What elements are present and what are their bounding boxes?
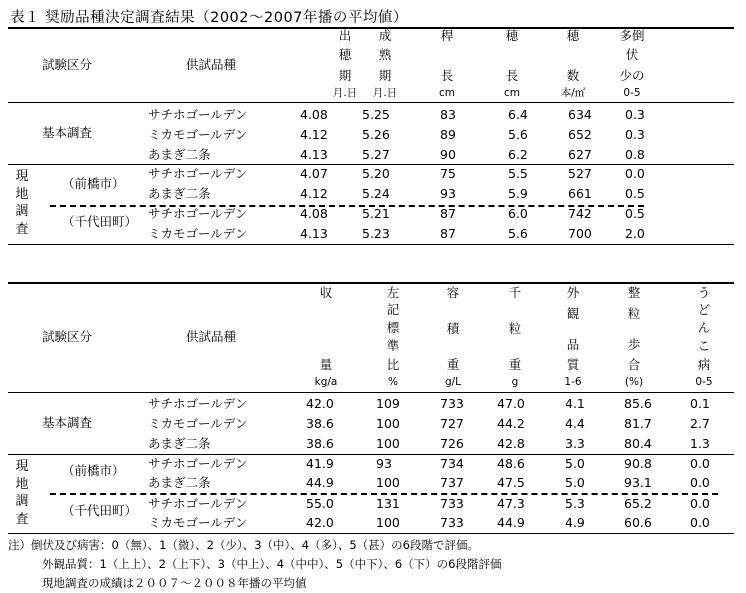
table-1-cell-value: 6.2 <box>508 147 528 162</box>
table-1-header-0-1: 穂 <box>338 47 352 62</box>
table-2-cell-value: 734 <box>440 456 464 471</box>
table-2-header-unit-6: 0-5 <box>695 376 713 388</box>
table-2-cell-value: 55.0 <box>306 496 334 511</box>
table-2-cell-value: 65.2 <box>624 496 652 511</box>
table-1-cell-value: 4.12 <box>300 127 328 142</box>
table-title: 表１ 奨励品種決定調査結果（2002～2007年播の平均値） <box>10 10 408 26</box>
table-2-cell-value: 733 <box>440 515 464 530</box>
table-1-cell-value: 0.5 <box>625 186 645 201</box>
table-1-cell-variety: あまぎ二条 <box>148 186 211 201</box>
table-1-cell-value: 2.0 <box>625 226 645 241</box>
table-1-cell-value: 0.3 <box>625 107 645 122</box>
table-2-cell-value: 727 <box>440 416 464 431</box>
table-2-cell-value: 4.9 <box>565 515 585 530</box>
table-1-cell-value: 5.27 <box>362 147 390 162</box>
genchi-char-2-1: 地 <box>15 476 29 492</box>
table-2-cell-value: 737 <box>440 475 464 490</box>
genchi-char-3: 査 <box>15 221 29 237</box>
table-1-cell-variety: サチホゴールデン <box>148 107 248 122</box>
table-2-cell-value: 5.3 <box>565 496 585 511</box>
table-2-cell-value: 100 <box>376 436 400 451</box>
table-1-header-5-0: 多倒 <box>619 28 645 43</box>
table-1-cell-value: 87 <box>440 226 456 241</box>
table-1-cell-value: 0.3 <box>625 127 645 142</box>
group-kihon-chousa-2: 基本調査 <box>42 415 93 430</box>
table-2-header-top-0: 収 <box>319 285 333 300</box>
table-2-cell-value: 38.6 <box>306 416 334 431</box>
table-1-cell-value: 5.5 <box>508 166 528 181</box>
table-1-cell-value: 0.8 <box>625 147 645 162</box>
table-2-cell-value: 48.6 <box>497 456 525 471</box>
table-2-header-top-2: 容 <box>446 285 460 300</box>
table-2-cell-value: 38.6 <box>306 436 334 451</box>
table-1-cell-variety: あまぎ二条 <box>148 147 211 162</box>
table-2-cell-value: 3.3 <box>565 436 585 451</box>
table-2-cell-value: 90.8 <box>624 456 652 471</box>
table-2-cell-value: 0.0 <box>690 515 710 530</box>
table-2-header-bottom-2: 重 <box>446 357 460 372</box>
table-2-header-mid-1-0: 記 <box>386 302 400 317</box>
table-2-cell-value: 733 <box>440 496 464 511</box>
table-1-cell-value: 4.08 <box>300 206 328 221</box>
table-1-cell-value: 627 <box>568 147 592 162</box>
table-1-header-1-2: 期 <box>378 68 392 83</box>
table-1-header-4-3: 本/㎡ <box>560 87 586 99</box>
table-2-header-bottom-6: 病 <box>697 357 711 372</box>
table-1-cell-value: 83 <box>440 107 456 122</box>
table-1-header-4-0: 穂 <box>566 28 580 43</box>
table-1-cell-value: 93 <box>440 186 456 201</box>
table-2-cell-variety: あまぎ二条 <box>148 436 211 451</box>
table-1-bottom-rule <box>8 244 734 245</box>
table-2-cell-value: 100 <box>376 475 400 490</box>
table-2-header-mid-4-0: 観 <box>566 306 580 321</box>
genchi-char-2-3: 査 <box>15 511 29 527</box>
table-1-header-5-3: 0-5 <box>623 87 641 99</box>
table-2-cell-value: 42.0 <box>306 515 334 530</box>
header-shiken-kubun: 試験区分 <box>42 57 93 72</box>
table-2-header-mid-1-1: 標 <box>386 320 400 335</box>
table-2-cell-value: 100 <box>376 416 400 431</box>
table-1-cell-variety: ミカモゴールデン <box>148 226 248 241</box>
table-2-cell-value: 42.8 <box>497 436 525 451</box>
table-2-cell-variety: サチホゴールデン <box>148 456 248 471</box>
table-1-cell-value: 5.21 <box>362 206 390 221</box>
table-1-cell-value: 4.13 <box>300 147 328 162</box>
table-1-header-5-2: 少の <box>619 68 645 83</box>
table-1-genchi-rule <box>8 164 734 165</box>
table-1-header-1-1: 熟 <box>378 47 392 62</box>
table-1-header-2-3: cm <box>438 87 456 99</box>
table-1-header-0-0: 出 <box>338 28 352 43</box>
table-1-cell-value: 634 <box>568 107 592 122</box>
table-2-cell-value: 80.4 <box>624 436 652 451</box>
table-1-header-5-1: 伏 <box>625 47 639 62</box>
table-1-cell-value: 527 <box>568 166 592 181</box>
table-2-header-unit-2: g/L <box>444 376 462 388</box>
table-2-header-unit-3: g <box>511 376 519 388</box>
table-1-header-3-2: 長 <box>505 68 519 83</box>
table-1-cell-value: 90 <box>440 147 456 162</box>
table-2-cell-value: 0.0 <box>690 496 710 511</box>
table-2-bottom-rule <box>8 533 734 534</box>
table-2-header-bottom-4: 質 <box>566 357 580 372</box>
table-1-header-1-0: 成 <box>378 28 392 43</box>
table-1-cell-value: 652 <box>568 127 592 142</box>
table-2-cell-variety: サチホゴールデン <box>148 496 248 511</box>
group-maebashi: （前橋市） <box>62 176 125 191</box>
table-1-cell-variety: サチホゴールデン <box>148 166 248 181</box>
table-1-cell-value: 5.6 <box>508 226 528 241</box>
table-2-header-top-6: う <box>697 285 711 300</box>
genchi-char-2: 調 <box>15 204 29 219</box>
table-2-header-top-4: 外 <box>566 285 580 300</box>
table-2-cell-value: 109 <box>376 396 400 411</box>
table-1-cell-variety: サチホゴールデン <box>148 206 248 221</box>
table-1-header-rule <box>8 102 734 103</box>
table-2-cell-value: 1.3 <box>690 436 710 451</box>
table-2-genchi-rule <box>8 454 734 455</box>
table-1-cell-value: 89 <box>440 127 456 142</box>
table-2-cell-value: 42.0 <box>306 396 334 411</box>
table-2-cell-value: 44.2 <box>497 416 525 431</box>
table-2-cell-value: 5.0 <box>565 456 585 471</box>
table-1-cell-value: 742 <box>568 206 592 221</box>
table-1-header-4-2: 数 <box>566 68 580 83</box>
table-2-cell-variety: サチホゴールデン <box>148 396 248 411</box>
table-1-header-2-0: 稈 <box>440 28 454 43</box>
header-kyoshi-hinshu: 供試品種 <box>186 57 237 72</box>
table-1-header-2-2: 長 <box>440 68 454 83</box>
table-1-cell-value: 5.25 <box>362 107 390 122</box>
table-2-cell-value: 93.1 <box>624 475 652 490</box>
table-2-cell-value: 733 <box>440 396 464 411</box>
table-1-header-3-3: cm <box>503 87 521 99</box>
table-2-top-rule <box>8 282 734 284</box>
table-2-header-mid-6-0: ど <box>697 302 711 317</box>
table-2-cell-value: 726 <box>440 436 464 451</box>
header-kyoshi-hinshu-2: 供試品種 <box>186 329 237 344</box>
table-2-cell-value: 47.0 <box>497 396 525 411</box>
table-1-header-3-0: 穂 <box>505 28 519 43</box>
table-1-header-0-2: 期 <box>338 68 352 83</box>
genchi-char-1: 地 <box>15 186 29 202</box>
table-1-header-0-3: 月.日 <box>332 87 358 99</box>
table-1-cell-value: 5.20 <box>362 166 390 181</box>
table-2-cell-value: 44.9 <box>497 515 525 530</box>
group-maebashi-2: （前橋市） <box>62 463 125 478</box>
table-1-cell-value: 5.24 <box>362 186 390 201</box>
table-1-cell-value: 6.4 <box>508 107 528 122</box>
table-1-cell-value: 0.0 <box>625 166 645 181</box>
table-2-cell-value: 4.4 <box>565 416 585 431</box>
table-2-cell-value: 131 <box>376 496 400 511</box>
table-2-cell-value: 41.9 <box>306 456 334 471</box>
table-2-header-rule <box>8 392 734 393</box>
table-1-cell-value: 4.08 <box>300 107 328 122</box>
table-2-cell-value: 4.1 <box>565 396 585 411</box>
table-2-header-bottom-1: 比 <box>386 357 400 372</box>
table-2-cell-value: 47.5 <box>497 475 525 490</box>
table-2-header-mid-5-1: 歩 <box>627 337 641 352</box>
genchi-char-2-0: 現 <box>15 459 29 474</box>
table-1-cell-value: 6.0 <box>508 206 528 221</box>
table-2-header-mid-6-1: ん <box>697 320 711 335</box>
group-chiyoda: （千代田町） <box>62 214 138 229</box>
table-2-header-mid-1-2: 準 <box>386 338 400 353</box>
group-chiyoda-2: （千代田町） <box>62 503 138 518</box>
table-2-cell-variety: あまぎ二条 <box>148 475 211 490</box>
table-1-cell-variety: ミカモゴールデン <box>148 127 248 142</box>
genchi-char-0: 現 <box>15 169 29 184</box>
table-1-cell-value: 4.13 <box>300 226 328 241</box>
genchi-char-2-2: 調 <box>15 494 29 509</box>
table-2-header-bottom-5: 合 <box>627 357 641 372</box>
table-2-dashed-rule <box>50 493 718 495</box>
table-2-header-mid-2-0: 積 <box>446 321 460 336</box>
table-2-cell-variety: ミカモゴールデン <box>148 515 248 530</box>
table-2-header-unit-0: kg/a <box>314 376 338 388</box>
note-1: 注）倒伏及び病害：0（無）、1（微）、2（少）、3（中）、4（多）、5（甚）の6段階で評価。 <box>8 538 479 552</box>
table-2-cell-value: 0.0 <box>690 456 710 471</box>
table-2-header-top-5: 整 <box>627 285 641 300</box>
note-2: 外観品質：1（上上）、2（上下）、3（中上）、4（中中）、5（中下）、6（下）の6段階評価 <box>42 557 502 571</box>
table-2-cell-value: 85.6 <box>624 396 652 411</box>
table-2-cell-variety: ミカモゴールデン <box>148 416 248 431</box>
table-1-dashed-rule <box>50 205 644 207</box>
table-1-cell-value: 4.12 <box>300 186 328 201</box>
table-1-cell-value: 75 <box>440 166 456 181</box>
table-1-cell-value: 5.9 <box>508 186 528 201</box>
table-2-header-top-1: 左 <box>386 285 400 300</box>
header-shiken-kubun-2: 試験区分 <box>42 329 93 344</box>
table-2-cell-value: 44.9 <box>306 475 334 490</box>
table-1-cell-value: 700 <box>568 226 592 241</box>
table-2-header-top-3: 千 <box>508 285 522 300</box>
table-2-cell-value: 0.0 <box>690 475 710 490</box>
table-2-cell-value: 5.0 <box>565 475 585 490</box>
table-2-header-unit-5: (%) <box>624 376 644 388</box>
table-2-header-bottom-0: 量 <box>319 357 333 372</box>
table-2-cell-value: 47.3 <box>497 496 525 511</box>
table-1-cell-value: 5.6 <box>508 127 528 142</box>
table-2-header-mid-6-2: こ <box>697 338 711 353</box>
table-1-cell-value: 4.07 <box>300 166 328 181</box>
group-kihon-chousa: 基本調査 <box>42 125 93 140</box>
table-2-header-mid-4-1: 品 <box>566 337 580 352</box>
table-2-header-unit-1: % <box>388 376 398 388</box>
table-1-cell-value: 661 <box>568 186 592 201</box>
table-2-cell-value: 93 <box>376 456 392 471</box>
table-1-header-1-3: 月.日 <box>372 87 398 99</box>
table-1-cell-value: 5.23 <box>362 226 390 241</box>
table-2-header-bottom-3: 重 <box>508 357 522 372</box>
table-2-cell-value: 100 <box>376 515 400 530</box>
table-1-cell-value: 5.26 <box>362 127 390 142</box>
table-2-cell-value: 60.6 <box>624 515 652 530</box>
note-3: 現地調査の成績は２００７～２００８年播の平均値 <box>42 576 307 590</box>
table-2-cell-value: 0.1 <box>690 396 710 411</box>
table-2-cell-value: 81.7 <box>624 416 652 431</box>
table-1-cell-value: 0.5 <box>625 206 645 221</box>
table-2-cell-value: 2.7 <box>690 416 710 431</box>
table-2-header-mid-3-0: 粒 <box>508 321 522 336</box>
table-2-header-unit-4: 1-6 <box>564 376 582 388</box>
table-1-cell-value: 87 <box>440 206 456 221</box>
table-2-header-mid-5-0: 粒 <box>627 306 641 321</box>
